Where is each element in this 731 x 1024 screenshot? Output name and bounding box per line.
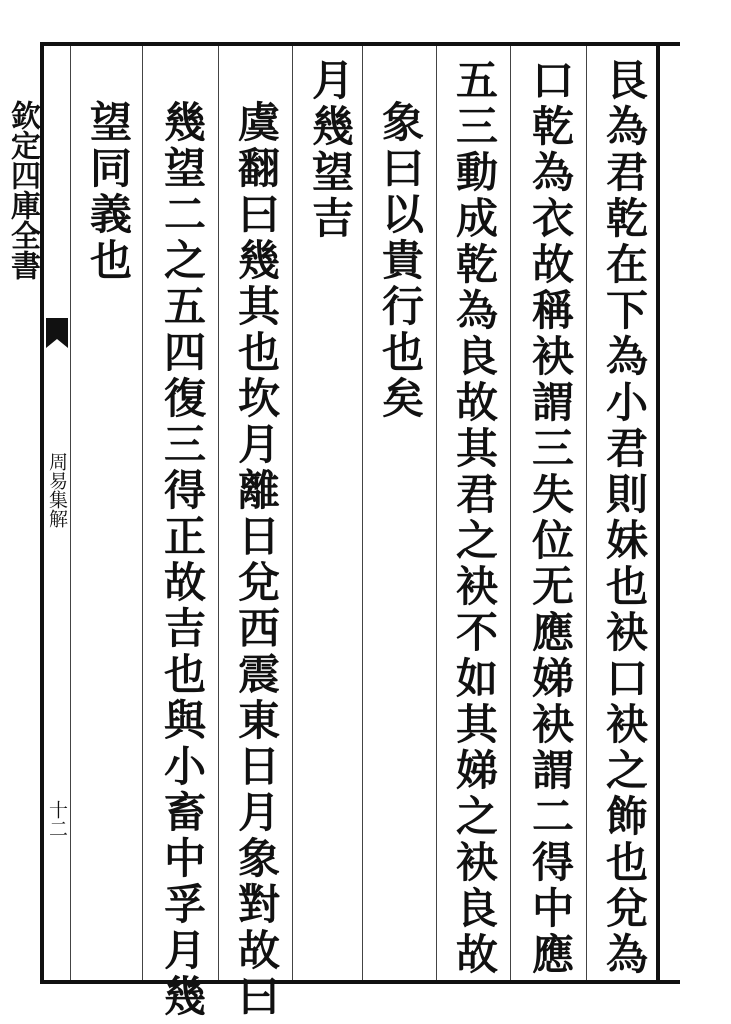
frame-top-border	[40, 42, 680, 46]
text-column-6: 虞翻曰幾其也坎月離日兌西震東日月象對故曰	[232, 100, 281, 1020]
text-column-5: 月幾望吉	[306, 58, 355, 242]
column-divider	[510, 46, 511, 980]
column-divider	[362, 46, 363, 980]
text-column-3: 五三動成乾為良故其君之袂不如其娣之袂良故	[450, 58, 499, 978]
frame-right-border	[656, 42, 660, 984]
frame-bottom-border	[40, 980, 680, 984]
text-column-7: 幾望二之五四復三得正故吉也與小畜中孚月幾	[158, 100, 207, 1020]
column-divider	[218, 46, 219, 980]
column-divider	[586, 46, 587, 980]
column-divider	[292, 46, 293, 980]
column-divider	[436, 46, 437, 980]
text-column-4: 象曰以貴行也矣	[376, 100, 425, 422]
margin-strip	[0, 42, 44, 984]
column-divider	[142, 46, 143, 980]
book-name: 周易集解	[46, 452, 68, 528]
text-column-2: 口乾為衣故稱袂謂三失位无應娣袂謂二得中應	[526, 58, 575, 978]
text-column-8: 望同義也	[84, 100, 133, 284]
text-column-1: 艮為君乾在下為小君則妹也袂口袂之飾也兌為	[600, 58, 649, 978]
margin-title: 欽定四庫全書	[5, 100, 40, 280]
page-number: 十二	[46, 800, 68, 838]
